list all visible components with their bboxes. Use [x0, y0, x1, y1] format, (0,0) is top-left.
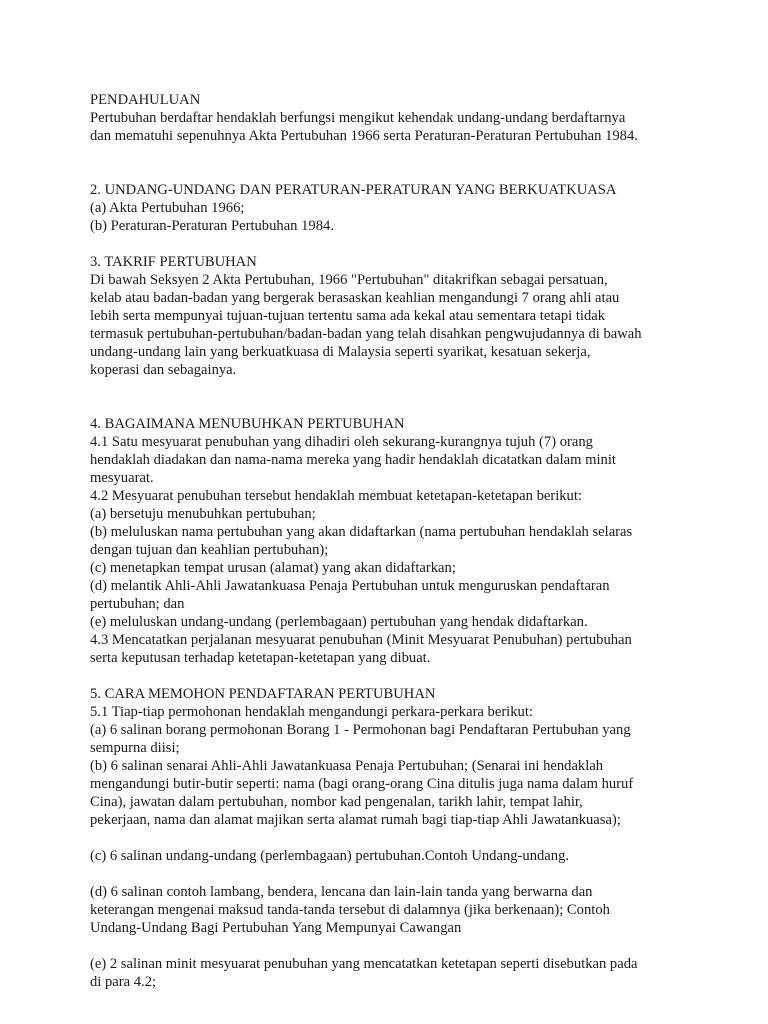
text-line: koperasi dan sebagainya.	[90, 362, 237, 378]
section-takrif	[90, 253, 730, 379]
section-menubuhkan	[90, 415, 730, 667]
section-heading: 5. CARA MEMOHON PENDAFTARAN PERTUBUHAN	[90, 686, 436, 702]
text-line: mengandungi butir-butir seperti: nama (bagi orang-orang Cina ditulis juga nama dalam huruf	[90, 776, 634, 792]
text-line: (d) melantik Ahli-Ahli Jawatankuasa Penaja Pertubuhan untuk menguruskan pendaftaran	[90, 578, 610, 594]
text-line: mesyuarat.	[90, 470, 154, 486]
section-item-c	[90, 847, 730, 865]
text-line: dan mematuhi sepenuhnya Akta Pertubuhan 1966 serta Peraturan-Peraturan Pertubuhan 1984.	[90, 128, 638, 144]
section-heading: 4. BAGAIMANA MENUBUHKAN PERTUBUHAN	[90, 416, 405, 432]
text-line: Cina), jawatan dalam pertubuhan, nombor kad pengenalan, tarikh lahir, tempat lahir,	[90, 794, 583, 810]
section-item-d	[90, 883, 730, 937]
text-line: sempurna diisi;	[90, 740, 180, 756]
text-line: kelab atau badan-badan yang bergerak berasaskan keahlian mengandungi 7 orang ahli atau	[90, 290, 620, 306]
text-line: Undang-Undang Bagi Pertubuhan Yang Mempunyai Cawangan	[90, 920, 462, 936]
text-line: undang-undang lain yang berkuatkuasa di Malaysia seperti syarikat, kesatuan sekerja,	[90, 344, 591, 360]
text-line: (b) 6 salinan senarai Ahli-Ahli Jawatankuasa Penaja Pertubuhan; (Senarai ini hendaklah	[90, 758, 604, 774]
text-line: keterangan mengenai maksud tanda-tanda tersebut di dalamnya (jika berkenaan); Contoh	[90, 902, 610, 918]
text-line: 4.3 Mencatatkan perjalanan mesyuarat penubuhan (Minit Mesyuarat Penubuhan) pertubuhan	[90, 632, 632, 648]
document-page	[90, 91, 730, 991]
text-line: (a) 6 salinan borang permohonan Borang 1 - Permohonan bagi Pendaftaran Pertubuhan yang	[90, 722, 631, 738]
text-line: (b) meluluskan nama pertubuhan yang akan didaftarkan (nama pertubuhan hendaklah selaras	[90, 524, 633, 540]
text-line: serta keputusan terhadap ketetapan-ketetapan yang dibuat.	[90, 650, 431, 666]
text-line: (c) menetapkan tempat urusan (alamat) yang akan didaftarkan;	[90, 560, 456, 576]
text-line: (e) meluluskan undang-undang (perlembagaan) pertubuhan yang hendak didaftarkan.	[90, 614, 588, 630]
text-line: pekerjaan, nama dan alamat majikan serta alamat rumah bagi tiap-tiap Ahli Jawatankuasa);	[90, 812, 621, 828]
section-pendahuluan	[90, 91, 730, 145]
section-heading: 2. UNDANG-UNDANG DAN PERATURAN-PERATURAN YANG BERKUATKUASA	[90, 182, 617, 198]
text-line: (c) 6 salinan undang-undang (perlembagaan) pertubuhan.Contoh Undang-undang.	[90, 848, 570, 864]
text-line: lebih serta mempunyai tujuan-tujuan tertentu sama ada kekal atau sementara tetapi tidak	[90, 308, 606, 324]
section-undang-undang	[90, 181, 730, 235]
text-line: 4.1 Satu mesyuarat penubuhan yang dihadiri oleh sekurang-kurangnya tujuh (7) orang	[90, 434, 593, 450]
text-line: (a) bersetuju menubuhkan pertubuhan;	[90, 506, 316, 522]
section-heading: PENDAHULUAN	[90, 92, 201, 108]
section-heading: 3. TAKRIF PERTUBUHAN	[90, 254, 257, 270]
section-item-e	[90, 955, 730, 991]
section-cara-memohon	[90, 685, 730, 829]
text-line: pertubuhan; dan	[90, 596, 185, 612]
text-line: hendaklah diadakan dan nama-nama mereka yang hadir hendaklah dicatatkan dalam minit	[90, 452, 616, 468]
text-line: Di bawah Seksyen 2 Akta Pertubuhan, 1966 "Pertubuhan" ditakrifkan sebagai persatuan,	[90, 272, 608, 288]
text-line: (b) Peraturan-Peraturan Pertubuhan 1984.	[90, 218, 334, 234]
text-line: (e) 2 salinan minit mesyuarat penubuhan yang mencatatkan ketetapan seperti disebutkan pada	[90, 956, 638, 972]
text-line: Pertubuhan berdaftar hendaklah berfungsi mengikut kehendak undang-undang berdaftarnya	[90, 110, 626, 126]
text-line: termasuk pertubuhan-pertubuhan/badan-badan yang telah disahkan pengwujudannya di bawah	[90, 326, 642, 342]
text-line: 5.1 Tiap-tiap permohonan hendaklah mengandungi perkara-perkara berikut:	[90, 704, 533, 720]
text-line: dengan tujuan dan keahlian pertubuhan);	[90, 542, 329, 558]
text-line: 4.2 Mesyuarat penubuhan tersebut hendaklah membuat ketetapan-ketetapan berikut:	[90, 488, 582, 504]
text-line: (d) 6 salinan contoh lambang, bendera, lencana dan lain-lain tanda yang berwarna dan	[90, 884, 593, 900]
text-line: di para 4.2;	[90, 974, 157, 990]
text-line: (a) Akta Pertubuhan 1966;	[90, 200, 245, 216]
